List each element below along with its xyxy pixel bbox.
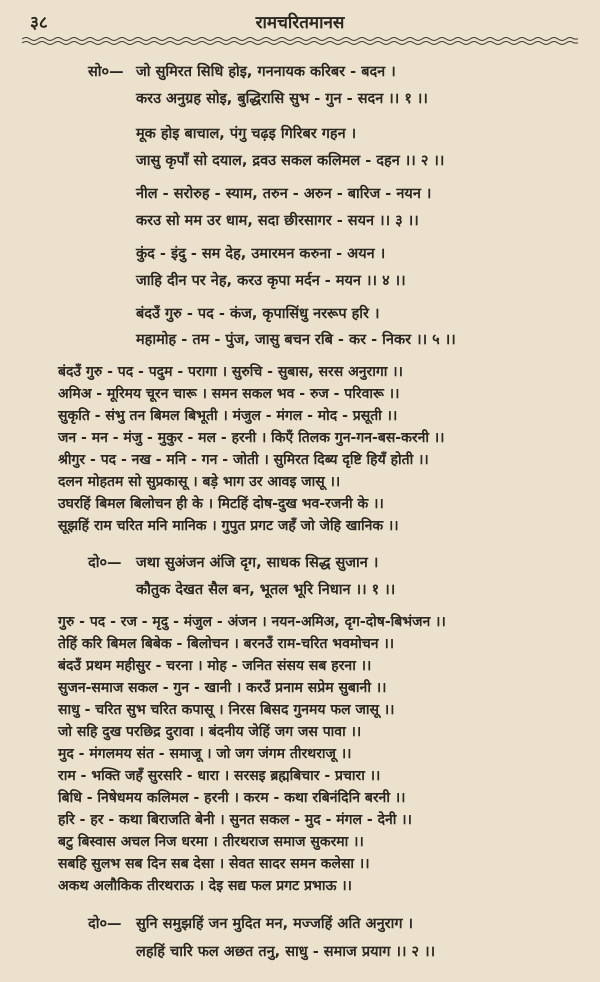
doha-line: कौतुक देखत सैल बन, भूतल भूरि निधान ।। १ ।। bbox=[136, 582, 396, 598]
chaupai-line: अमिअ - मूरिमय चूरन चारू । समन सकल भव - रुज - परिवारू ।। bbox=[58, 386, 400, 402]
soratha-line: जासु कृपाँ सो दयाल, द्रवउ सकल कलिमल - दहन ।। २ ।। bbox=[136, 153, 445, 169]
chaupai-line: सूझहिं राम चरित मनि मानिक । गुपुत प्रगट जहँ जो जेहि खानिक ।। bbox=[58, 518, 399, 534]
page-number: ३८ bbox=[30, 13, 48, 33]
chaupai-line: श्रीगुर - पद - नख - मनि - गन - जोती । सुमिरत दिब्य दृष्टि हियँ होती ।। bbox=[58, 452, 429, 468]
soratha-line: मूक होइ बाचाल, पंगु चढ़इ गिरिबर गहन । bbox=[136, 126, 357, 142]
soratha-line: कुंद - इंदु - सम देह, उमारमन करुना - अयन । bbox=[136, 246, 386, 262]
wavy-rule bbox=[22, 36, 578, 46]
soratha-line: जाहि दीन पर नेह, करउ कृपा मर्दन - मयन ।। ४ ।। bbox=[136, 273, 406, 289]
chaupai-line: सुजन-समाज सकल - गुन - खानी । करउँ प्रनाम सप्रेम सुबानी ।। bbox=[58, 680, 387, 696]
doha-prefix: दो०— bbox=[88, 916, 122, 932]
doha-line: सुनि समुझहिं जन मुदित मन, मज्जहिं अति अनुराग । bbox=[136, 916, 414, 932]
soratha-line: जो सुमिरत सिधि होइ, गननायक करिबर - बदन । bbox=[136, 64, 396, 80]
chaupai-line: तेहिं करि बिमल बिबेक - बिलोचन । बरनउँ राम-चरित भवमोचन ।। bbox=[58, 636, 395, 652]
chaupai-line: गुरु - पद - रज - मृदु - मंजुल - अंजन । नयन-अमिअ, दृग-दोष-बिभंजन ।। bbox=[58, 614, 446, 630]
chaupai-line: अकथ अलौकिक तीरथराऊ । देइ सद्य फल प्रगट प्रभाऊ ।। bbox=[58, 878, 352, 894]
chaupai-line: दलन मोहतम सो सुप्रकासू । बड़े भाग उर आवइ जासू ।। bbox=[58, 474, 341, 490]
chaupai-line: सबहि सुलभ सब दिन सब देसा । सेवत सादर समन कलेसा ।। bbox=[58, 856, 370, 872]
soratha-line: करउ अनुग्रह सोइ, बुद्धिरासि सुभ - गुन - सदन ।। १ ।। bbox=[136, 91, 428, 107]
page-title: रामचरितमानस bbox=[255, 13, 345, 33]
soratha-line: नील - सरोरुह - स्याम, तरुन - अरुन - बारिज - नयन । bbox=[136, 186, 432, 202]
chaupai-line: बटु बिस्वास अचल निज धरमा । तीरथराज समाज सुकरमा ।। bbox=[58, 834, 364, 850]
chaupai-line: जन - मन - मंजु - मुकुर - मल - हरनी । किएँ तिलक गुन-गन-बस-करनी ।। bbox=[58, 430, 445, 446]
soratha-prefix: सो०— bbox=[88, 64, 124, 80]
chaupai-line: सुकृति - संभु तन बिमल बिभूती । मंजुल - मंगल - मोद - प्रसूती ।। bbox=[58, 408, 398, 424]
soratha-line: महामोह - तम - पुंज, जासु बचन रबि - कर - निकर ।। ५ ।। bbox=[136, 332, 456, 348]
chaupai-line: मुद - मंगलमय संत - समाजू । जो जग जंगम तीरथराजू ।। bbox=[58, 746, 352, 762]
chaupai-line: बिधि - निषेधमय कलिमल - हरनी । करम - कथा रबिनंदिनि बरनी ।। bbox=[58, 790, 406, 806]
chaupai-line: उघरहिं बिमल बिलोचन ही के । मिटहिं दोष-दुख भव-रजनी के ।। bbox=[58, 496, 384, 512]
doha-line: जथा सुअंजन अंजि दृग, साधक सिद्ध सुजान । bbox=[136, 555, 379, 571]
chaupai-line: बंदउँ प्रथम महीसुर - चरना । मोह - जनित संसय सब हरना ।। bbox=[58, 658, 372, 674]
soratha-line: करउ सो मम उर धाम, सदा छीरसागर - सयन ।। ३ ।। bbox=[136, 213, 419, 229]
soratha-line: बंदउँ गुरु - पद - कंज, कृपासिंधु नररूप हरि । bbox=[136, 306, 380, 322]
chaupai-line: साधु - चरित सुभ चरित कपासू । निरस बिसद गुनमय फल जासू ।। bbox=[58, 702, 395, 718]
chaupai-line: हरि - हर - कथा बिराजति बेनी । सुनत सकल - मुद - मंगल - देनी ।। bbox=[58, 812, 412, 828]
page-header bbox=[0, 4, 600, 34]
chaupai-line: बंदउँ गुरु - पद - पदुम - परागा । सुरुचि - सुबास, सरस अनुरागा ।। bbox=[58, 364, 403, 380]
doha-line: लहहिं चारि फल अछत तनु, साधु - समाज प्रयाग ।। २ ।। bbox=[136, 944, 436, 960]
doha-prefix: दो०— bbox=[88, 555, 122, 571]
chaupai-line: राम - भक्ति जहँ सुरसरि - धारा । सरसइ ब्रह्मबिचार - प्रचारा ।। bbox=[58, 768, 381, 784]
chaupai-line: जो सहि दुख परछिद्र दुरावा । बंदनीय जेहिं जग जस पावा ।। bbox=[58, 724, 362, 740]
